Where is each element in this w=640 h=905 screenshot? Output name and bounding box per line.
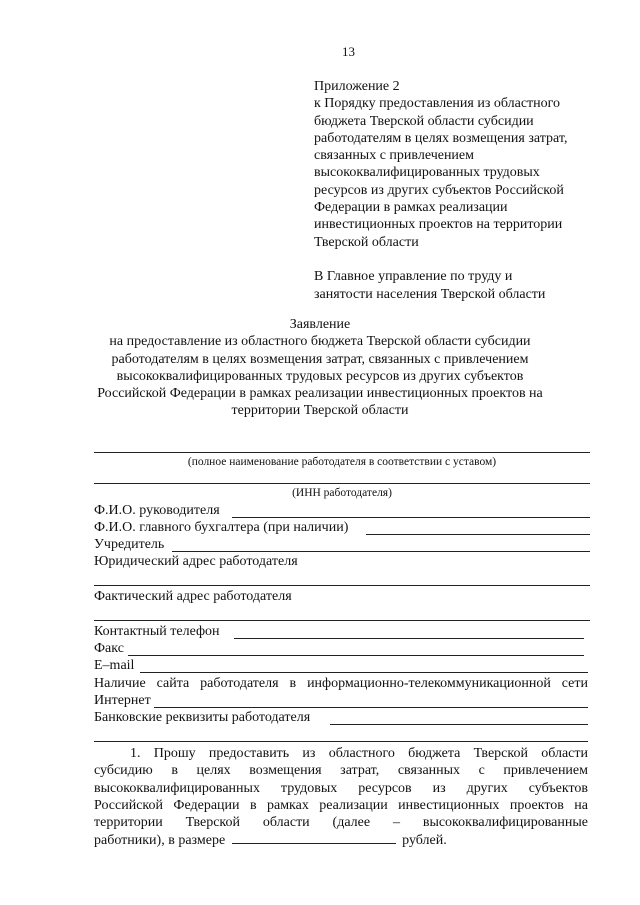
legal-address-label: Юридический адрес работодателя bbox=[94, 554, 298, 569]
title-heading: Заявление bbox=[289, 317, 351, 332]
addressee bbox=[314, 268, 614, 303]
request-line: 1. Прошу предоставить из областного бюджета Тверской области bbox=[130, 746, 588, 761]
website-label: Наличие сайта работодателя в информационно-телекоммуникационной сети bbox=[94, 676, 588, 691]
accountant-label: Ф.И.О. главного бухгалтера (при наличии) bbox=[94, 520, 349, 535]
request-line: Российской Федерации в рамках реализации инвестиционных проектов на bbox=[94, 797, 588, 813]
fax-field[interactable] bbox=[128, 655, 584, 656]
website-field[interactable] bbox=[154, 707, 588, 708]
actual-address-label: Фактический адрес работодателя bbox=[94, 589, 292, 604]
founder-field[interactable] bbox=[172, 551, 590, 552]
email-label: E–mail bbox=[94, 658, 135, 673]
amount-field[interactable] bbox=[232, 831, 396, 844]
actual-address-field[interactable] bbox=[94, 620, 590, 621]
internet-label: Интернет bbox=[94, 693, 151, 708]
appendix-line: Тверской области bbox=[314, 234, 419, 250]
appendix-line: ресурсов из других субъектов Российской bbox=[314, 182, 564, 198]
phone-label: Контактный телефон bbox=[94, 624, 220, 639]
phone-field[interactable] bbox=[234, 638, 584, 639]
request-amount-line bbox=[94, 831, 588, 849]
appendix-line: к Порядку предоставления из областного bbox=[314, 96, 561, 112]
title-line: на предоставление из областного бюджета Тверской области субсидии bbox=[109, 334, 531, 350]
inn-field[interactable] bbox=[94, 483, 590, 484]
appendix-line: работодателям в целях возмещения затрат, bbox=[314, 130, 568, 146]
amount-prefix: работники), в размере bbox=[94, 833, 226, 849]
appendix-line: Федерации в рамках реализации bbox=[314, 200, 508, 216]
director-label: Ф.И.О. руководителя bbox=[94, 503, 220, 518]
appendix-line: Приложение 2 bbox=[314, 79, 400, 94]
request-line: высококвалифицированных трудовых ресурсов из других субъектов bbox=[94, 780, 588, 796]
legal-address-field[interactable] bbox=[94, 585, 590, 586]
founder-label: Учредитель bbox=[94, 537, 165, 552]
amount-suffix: рублей. bbox=[402, 833, 447, 849]
fax-label: Факс bbox=[94, 641, 124, 656]
inn-caption: (ИНН работодателя) bbox=[292, 487, 392, 499]
request-paragraph bbox=[94, 745, 588, 850]
document-title bbox=[80, 316, 560, 420]
request-line: субсидию в целях возмещения затрат, связанных с привлечением bbox=[94, 763, 588, 779]
email-field[interactable] bbox=[140, 672, 588, 673]
title-line: территории Тверской области bbox=[231, 403, 409, 419]
director-field[interactable] bbox=[232, 517, 590, 518]
page-number: 13 bbox=[342, 44, 355, 59]
appendix-line: инвестиционных проектов на территории bbox=[314, 217, 563, 233]
title-line: работодателям в целях возмещения затрат, связанных с привлечением bbox=[111, 351, 529, 367]
employer-name-field[interactable] bbox=[94, 452, 590, 453]
appendix-line: высококвалифицированных трудовых bbox=[314, 165, 540, 181]
bank-details-field-2[interactable] bbox=[94, 741, 588, 742]
title-line: высококвалифицированных трудовых ресурсов из других субъектов bbox=[116, 368, 524, 384]
addressee-line: занятости населения Тверской области bbox=[314, 286, 546, 302]
appendix-line: связанных с привлечением bbox=[314, 148, 475, 164]
bank-details-label: Банковские реквизиты работодателя bbox=[94, 710, 311, 725]
appendix-header bbox=[314, 78, 614, 251]
bank-details-field[interactable] bbox=[330, 724, 588, 725]
addressee-line: В Главное управление по труду и bbox=[314, 269, 513, 284]
accountant-field[interactable] bbox=[366, 534, 590, 535]
employer-name-caption: (полное наименование работодателя в соответствии с уставом) bbox=[187, 456, 497, 468]
request-line: территории Тверской области (далее – высококвалифицированные bbox=[94, 815, 588, 831]
appendix-line: бюджета Тверской области субсидии bbox=[314, 113, 534, 129]
title-line: Российской Федерации в рамках реализации инвестиционных проектов на bbox=[97, 386, 543, 402]
